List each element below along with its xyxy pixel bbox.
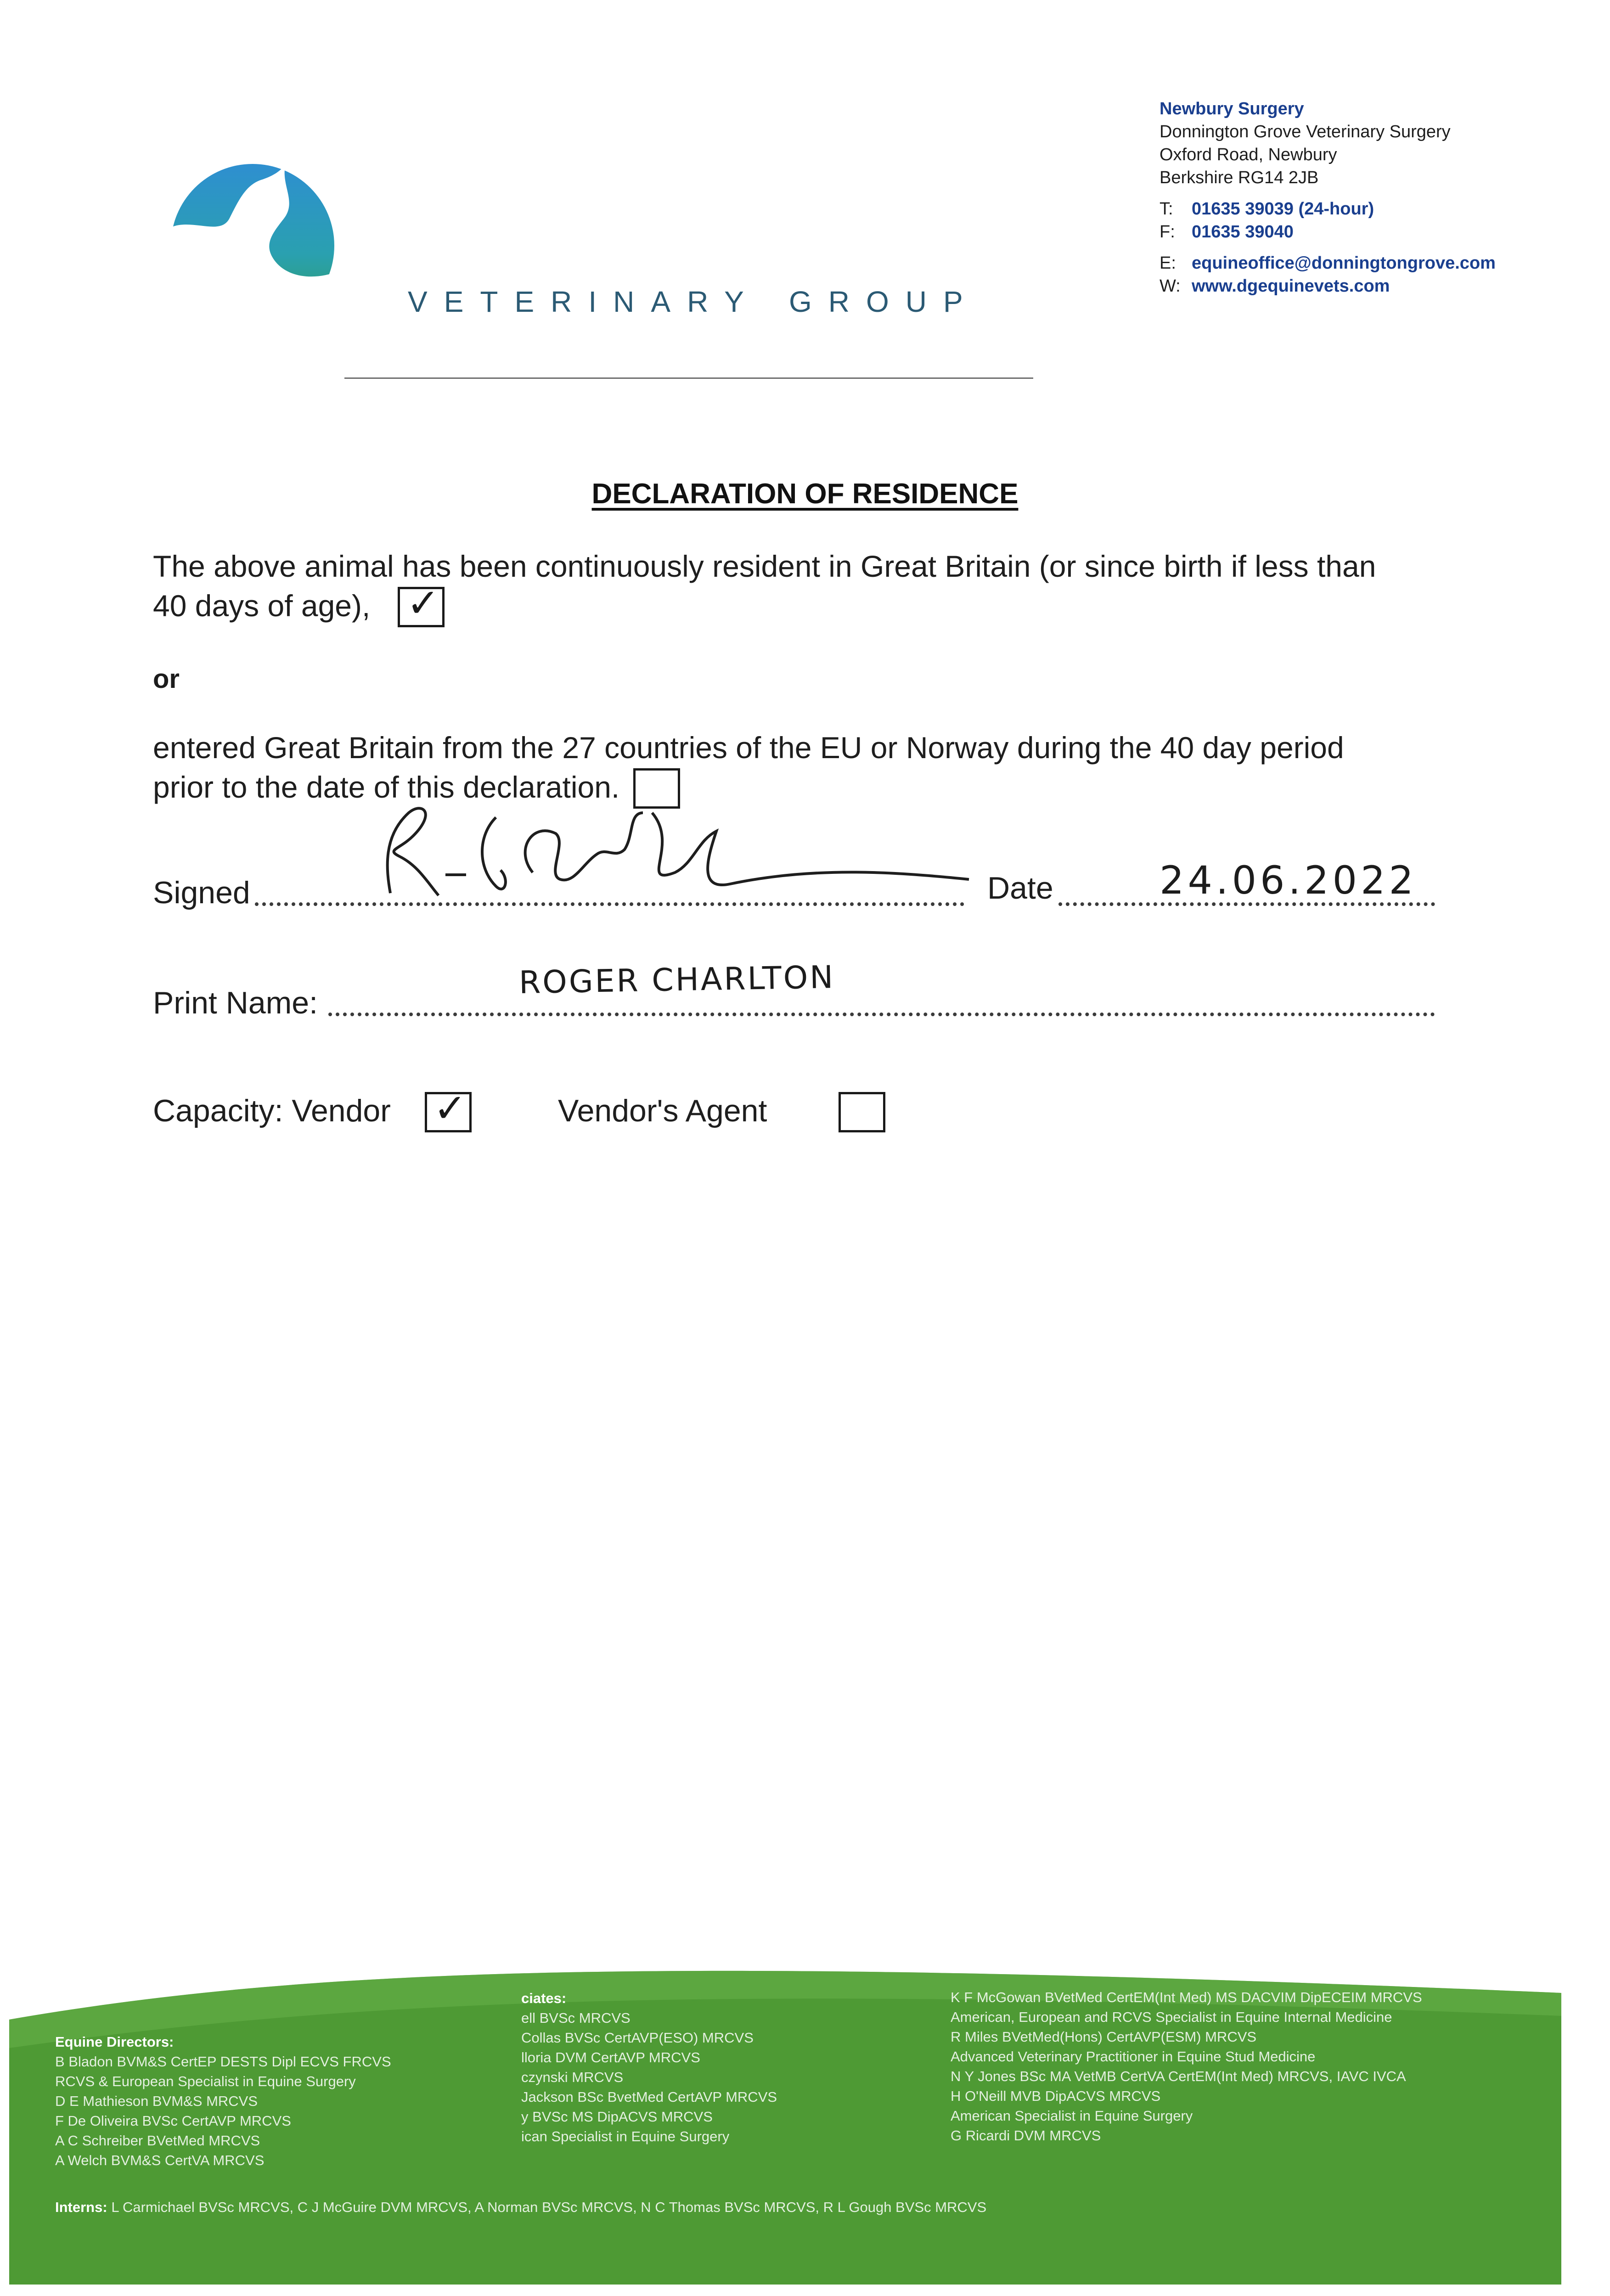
specialist-entry: H O'Neill MVB DipACVS MRCVS — [951, 2088, 1161, 2104]
brand-word-group: GROUP — [789, 285, 980, 318]
fax-number: 01635 39040 — [1192, 222, 1294, 242]
associate-entry: czynski MRCVS — [521, 2069, 624, 2085]
specialists-column — [951, 1987, 1422, 2145]
vendors-agent-label: Vendor's Agent — [558, 1093, 767, 1128]
associates-column — [521, 1988, 777, 2146]
document-title: DECLARATION OF RESIDENCE — [591, 478, 1019, 510]
check-mark-icon: ✓ — [406, 580, 440, 626]
email-label: E: — [1160, 253, 1176, 273]
specialist-entry: R Miles BVetMed(Hons) CertAVP(ESM) MRCVS — [951, 2029, 1257, 2045]
date-line — [1058, 902, 1435, 906]
print-name-line — [328, 1013, 1435, 1016]
director-entry: RCVS & European Specialist in Equine Surgery — [55, 2073, 356, 2089]
directors-column — [55, 2032, 391, 2170]
directors-title: Equine Directors: — [55, 2034, 174, 2050]
specialist-entry: G Ricardi DVM MRCVS — [951, 2127, 1101, 2144]
associates-title: ciates: — [521, 1990, 567, 2006]
fax-row — [1160, 220, 1582, 243]
or-separator: or — [153, 664, 180, 694]
associate-entry: ell BVSc MRCVS — [521, 2010, 630, 2026]
web-label: W: — [1160, 276, 1181, 296]
horse-head-logo-icon — [165, 158, 340, 333]
associate-entry: Collas BVSc CertAVP(ESO) MRCVS — [521, 2030, 754, 2046]
phone-number: 01635 39039 (24-hour) — [1192, 199, 1374, 219]
associate-entry: ican Specialist in Equine Surgery — [521, 2128, 730, 2144]
associate-entry: Jackson BSc BvetMed CertAVP MRCVS — [521, 2089, 777, 2105]
interns-row — [55, 2197, 986, 2217]
address-line: Berkshire RG14 2JB — [1160, 168, 1319, 187]
director-entry: A Welch BVM&S CertVA MRCVS — [55, 2152, 265, 2168]
contact-block — [1160, 97, 1582, 298]
specialist-entry: American Specialist in Equine Surgery — [951, 2108, 1193, 2124]
director-entry: F De Oliveira BVSc CertAVP MRCVS — [55, 2113, 291, 2129]
email-address[interactable]: equineoffice@donningtongrove.com — [1192, 253, 1496, 273]
specialist-entry: N Y Jones BSc MA VetMB CertVA CertEM(Int Med) MRCVS, IAVC IVCA — [951, 2068, 1406, 2084]
website-link[interactable]: www.dgequinevets.com — [1192, 276, 1390, 296]
option-resident-line1: The above animal has been continuously resident in Great Britain (or since birth if less than — [153, 549, 1376, 583]
specialist-entry: American, European and RCVS Specialist in Equine Internal Medicine — [951, 2009, 1392, 2025]
interns-title: Interns: — [55, 2199, 107, 2215]
address-line: Oxford Road, Newbury — [1160, 145, 1337, 164]
vendors-agent-checkbox[interactable] — [839, 1092, 885, 1132]
signed-label: Signed — [153, 875, 250, 910]
date-label: Date — [987, 871, 1053, 906]
director-entry: A C Schreiber BVetMed MRCVS — [55, 2133, 260, 2149]
practice-name: Newbury Surgery — [1160, 99, 1304, 118]
header-divider — [344, 377, 1033, 379]
web-row — [1160, 275, 1582, 298]
vendor-checkbox[interactable] — [425, 1086, 472, 1132]
handwritten-signature — [358, 781, 978, 918]
associate-entry: lloria DVM CertAVP MRCVS — [521, 2049, 700, 2065]
specialist-entry: K F McGowan BVetMed CertEM(Int Med) MS DACVIM DipECEIM MRCVS — [951, 1989, 1422, 2005]
brand-word-veterinary: VETERINARY — [408, 285, 760, 318]
option-resident-line2: 40 days of age), — [153, 589, 371, 623]
resident-checkbox[interactable] — [398, 580, 445, 627]
email-row — [1160, 252, 1582, 275]
check-mark-icon: ✓ — [433, 1086, 467, 1131]
associate-entry: y BVSc MS DipACVS MRCVS — [521, 2109, 713, 2125]
option-entered-line1: entered Great Britain from the 27 countries of the EU or Norway during the 40 day period — [153, 731, 1344, 765]
address-line: Donnington Grove Veterinary Surgery — [1160, 122, 1451, 141]
director-entry: D E Mathieson BVM&S MRCVS — [55, 2093, 258, 2109]
phone-row — [1160, 197, 1582, 220]
print-name-value: ROGER CHARLTON — [518, 959, 835, 1001]
director-entry: B Bladon BVM&S CertEP DESTS Dipl ECVS FRCVS — [55, 2054, 391, 2070]
option-resident-text — [153, 546, 1462, 627]
print-name-label: Print Name: — [153, 985, 318, 1020]
specialist-entry: Advanced Veterinary Practitioner in Equine Stud Medicine — [951, 2048, 1316, 2065]
interns-list: L Carmichael BVSc MRCVS, C J McGuire DVM MRCVS, A Norman BVSc MRCVS, N C Thomas BVSc MRCVS, R L Gough BVSc MRCVS — [111, 2199, 987, 2215]
phone-label: T: — [1160, 199, 1173, 219]
capacity-vendor-label: Capacity: Vendor — [153, 1093, 391, 1128]
fax-label: F: — [1160, 222, 1175, 242]
date-value: 24.06.2022 — [1160, 858, 1417, 903]
option-entered-line2: prior to the date of this declaration. — [153, 770, 620, 804]
